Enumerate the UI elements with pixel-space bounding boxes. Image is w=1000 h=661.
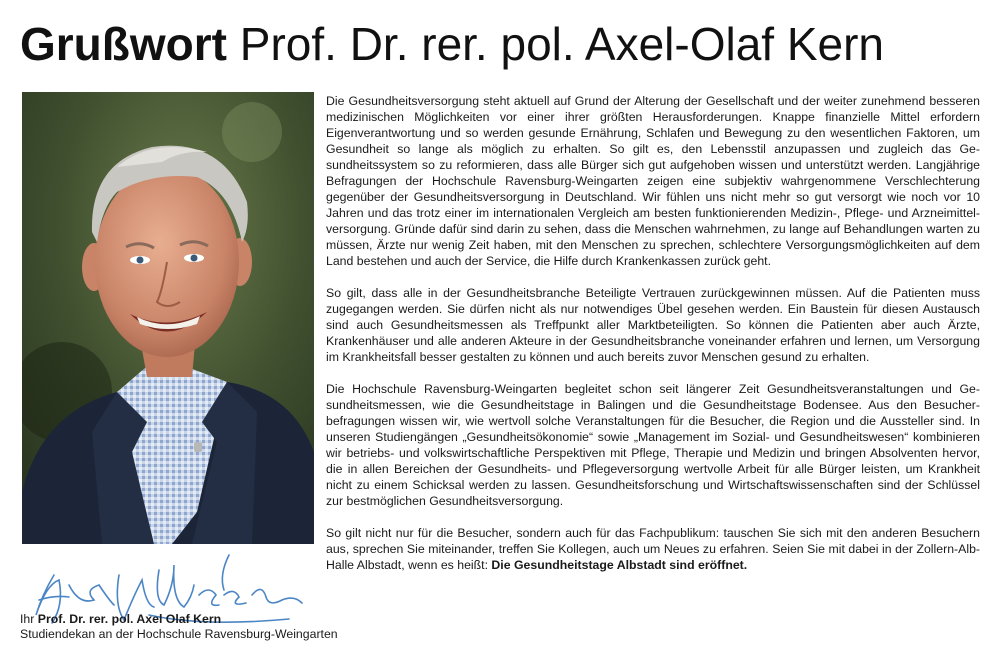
title-name: Prof. Dr. rer. pol. Axel-Olaf Kern bbox=[226, 18, 885, 70]
signoff-name bbox=[20, 612, 221, 627]
signoff-author: Prof. Dr. rer. pol. Axel Olaf Kern bbox=[37, 612, 222, 626]
paragraph-3: Die Hochschule Ravensburg-Weingarten begleitet schon seit längerer Zeit Gesundheitsveranstaltungen und Gesundheitsmessen, wie die Gesundheitstage in Balingen und die Gesundheitstage Bodensee. Aus den Besucherbefragungen wissen wir, wie wertvoll solche Veranstaltungen für die Besucher, die Region und die Aussteller sind. In unseren Studiengängen „Gesundheitsökonomie“ sowie „Management im Sozial- und Gesundheitswesen“ kombinieren wir betriebs- und volkswirtschaftliche Perspektiven mit Pflege, Therapie und Medizin und bringen Absolventen hervor, die in allen Bereichen der Gesundheits- und Pflegeversorgung wertvolle Arbeit für alle Bürger leisten, um Krankheit nicht zu einem Schicksal werden zu lassen. Gesundheitsforschung und Wirtschaftswissenschaften sind der Schlüssel zur bestmöglichen Gesundheitsversorgung. bbox=[326, 382, 980, 508]
paragraph-1: Die Gesundheitsversorgung steht aktuell auf Grund der Alterung der Gesellschaft und der weiter zunehmend besseren medizinischen Möglichkeiten vor einer ihrer größten Herausforderungen. Knappe finanzielle Mittel erfordern Eigenverantwortung und so werden gesunde Ernährung, Schlafen und Bewegung zu den wesentlichen Faktoren, um Gesundheit so lange als möglich zu erhalten. So gilt es, den Lebensstil anzupassen und zugleich das Gesundheitssystem so zu reformieren, dass alle Bürger sich gut aufgehoben wissen und unterstützt werden. Langjährige Befragungen der Hochschule Ravensburg-Weingarten zeigen eine subjektiv wahrgenommene Verschlechterung gegenüber der Gesundheitsversorgung in Deutschland. Wir fühlen uns nicht mehr so gut versorgt wie noch vor 10 Jahren und das trotz einer im internationalen Vergleich am besten funktionierenden Medizin-, Pflege- und Arzneimittel-versorgung. Gründe dafür sind darin zu sehen, dass die Menschen wahrnehmen, zu lange auf Behandlungen warten zu müssen, Ärzte nur wenig Zeit haben, mit den Menschen zu sprechen, schlechtere Versorgungsmöglichkeiten auf dem Land bestehen und auch der Service, die Hilfe durch Krankenkassen zurück geht. bbox=[326, 94, 980, 268]
paragraph-2: So gilt, dass alle in der Gesundheitsbranche Beteiligte Vertrauen zurückgewinnen müssen. Auf die Patienten muss zugegangen werden. Sie dürfen nicht als nur notwendiges Übel gesehen werden. Ein Baustein für diesen Austausch sind auch Gesundheitsmessen als Treffpunkt aller Marktbeteiligten. So können die Patienten aber auch Ärzte, Krankenhäuser und alle anderen Akteure in der Gesundheitsbranche voneinander erfahren und lernen, um Versorgung im Krankheitsfall besser gestalten zu können und auch bereits zuvor Menschen gesund zu erhalten. bbox=[326, 286, 980, 364]
paragraph-4-closing: Die Gesundheitstage Albstadt sind eröffnet. bbox=[491, 558, 748, 572]
signoff-role: Studiendekan an der Hochschule Ravensburg-Weingarten bbox=[20, 627, 338, 641]
greeting-body bbox=[326, 93, 980, 589]
paragraph-4 bbox=[326, 525, 980, 573]
title-bold-word: Grußwort bbox=[20, 18, 227, 70]
portrait-photo bbox=[22, 92, 314, 544]
page-title bbox=[20, 16, 990, 72]
paragraph-4-text: So gilt nicht nur für die Besucher, sondern auch für das Fachpublikum: tauschen Sie sich mit den anderen Besuchern aus, sprechen Sie miteinander, treffen Sie Kollegen, auch um Neues zu erfahren. Seien Sie mit dabei in der Zollern-Alb-Halle Albstadt, wenn es heißt: bbox=[326, 526, 980, 572]
signoff-prefix: Ihr bbox=[20, 612, 38, 626]
